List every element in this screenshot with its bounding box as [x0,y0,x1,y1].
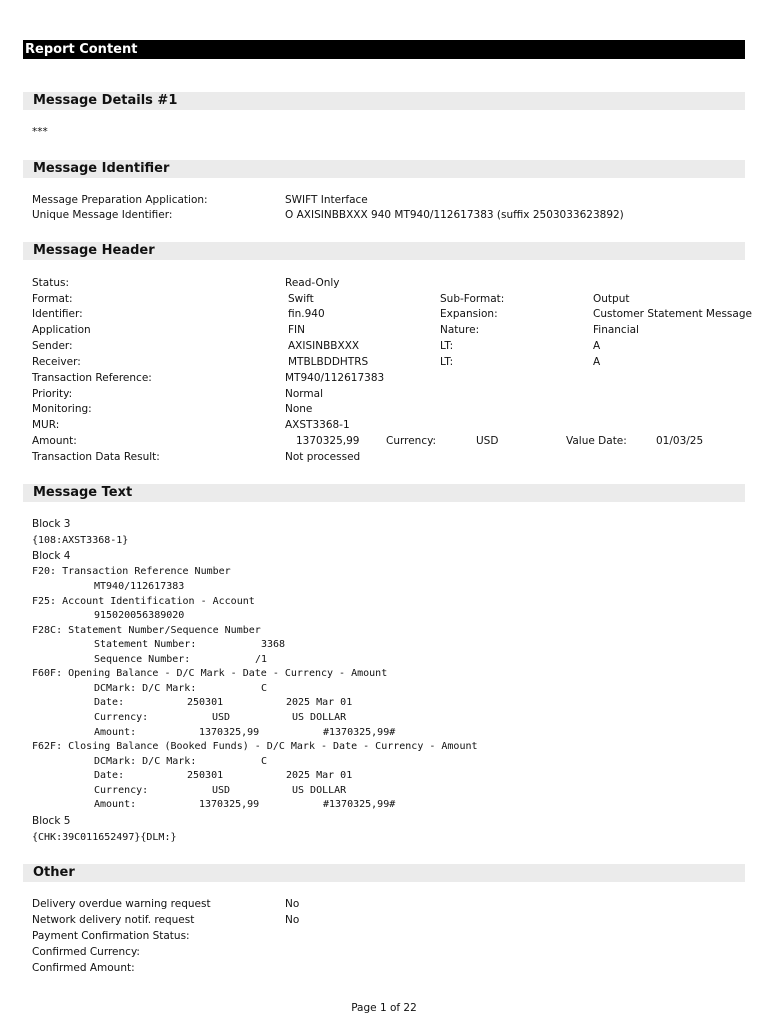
tdr-value: Not processed [285,451,361,463]
receiver-value: MTBLBDDHTRS [288,356,369,368]
field-f60f: F60F: Opening Balance - D/C Mark - Date - Currency - Amount [32,668,388,679]
application-value: FIN [288,324,305,336]
mur-label: MUR: [32,419,60,431]
field-f20-value: MT940/112617383 [94,581,185,592]
section-header-other: Other [23,864,745,882]
f60f-cur-exp: US DOLLAR [292,712,347,723]
tdr-label: Transaction Data Result: [32,451,160,463]
f62f-cur-exp: US DOLLAR [292,785,347,796]
field-f25-value: 915020056389020 [94,610,185,621]
monitoring-label: Monitoring: [32,403,92,415]
priority-value: Normal [285,388,323,400]
block3-value: {108:AXST3368-1} [32,535,129,546]
field-f20: F20: Transaction Reference Number [32,566,231,577]
payconf-label: Payment Confirmation Status: [32,930,190,942]
block4-label: Block 4 [32,550,71,562]
netnotif-value: No [285,914,300,926]
confamt-label: Confirmed Amount: [32,962,135,974]
f60f-dc-label: DCMark: D/C Mark: [94,683,197,694]
report-title: Report Content [23,40,745,59]
expansion-label: Expansion: [440,308,498,320]
receiver-lt-label: LT: [440,356,454,368]
page-number: Page 1 of 22 [351,1002,417,1014]
message-details-note: *** [32,126,48,138]
value-date-label: Value Date: [566,435,627,447]
f62f-cur-value: USD [212,785,231,796]
f62f-dc-label: DCMark: D/C Mark: [94,756,197,767]
f62f-amt-value: 1370325,99 [199,799,260,810]
field-f25: F25: Account Identification - Account [32,596,255,607]
block5-label: Block 5 [32,815,71,827]
umi-label: Unique Message Identifier: [32,209,173,221]
monitoring-value: None [285,403,313,415]
f60f-cur-value: USD [212,712,231,723]
section-header-message-text: Message Text [23,484,745,502]
trans-ref-label: Transaction Reference: [32,372,152,384]
f62f-amt-label: Amount: [94,799,137,810]
sender-lt-value: A [593,340,601,352]
f62f-date-exp: 2025 Mar 01 [286,770,353,781]
sender-value: AXISINBBXXX [288,340,360,352]
section-header-message-details: Message Details #1 [23,92,745,110]
amount-value: 1370325,99 [296,435,360,447]
f60f-date-value: 250301 [187,697,224,708]
f28c-stmt-label: Statement Number: [94,639,197,650]
currency-value: USD [476,435,499,447]
sender-lt-label: LT: [440,340,454,352]
block5-value: {CHK:39C011652497}{DLM:} [32,832,177,843]
section-header-message-identifier: Message Identifier [23,160,745,178]
f60f-amt-value: 1370325,99 [199,727,260,738]
identifier-label: Identifier: [32,308,83,320]
f62f-date-value: 250301 [187,770,224,781]
umi-value: O AXISINBBXXX 940 MT940/112617383 (suffix 2503033623892) [285,209,624,221]
value-date-value: 01/03/25 [656,435,704,447]
section-header-message-header: Message Header [23,242,745,260]
prep-app-value: SWIFT Interface [285,194,368,206]
confcur-label: Confirmed Currency: [32,946,140,958]
receiver-label: Receiver: [32,356,81,368]
prep-app-label: Message Preparation Application: [32,194,208,206]
f60f-amt-label: Amount: [94,727,137,738]
sender-label: Sender: [32,340,73,352]
f62f-date-label: Date: [94,770,125,781]
f62f-dc-value: C [261,756,268,767]
block3-label: Block 3 [32,518,71,530]
nature-label: Nature: [440,324,480,336]
f28c-seq-label: Sequence Number: [94,654,191,665]
amount-label: Amount: [32,435,77,447]
identifier-value: fin.940 [288,308,325,320]
f60f-date-exp: 2025 Mar 01 [286,697,353,708]
nature-value: Financial [593,324,639,336]
subformat-value: Output [593,293,630,305]
f60f-date-label: Date: [94,697,125,708]
overdue-label: Delivery overdue warning request [32,898,211,910]
f60f-cur-label: Currency: [94,712,149,723]
f28c-seq-value: /1 [255,654,268,665]
netnotif-label: Network delivery notif. request [32,914,195,926]
priority-label: Priority: [32,388,73,400]
f62f-amt-exp: #1370325,99# [323,799,396,810]
expansion-value: Customer Statement Message [593,308,752,320]
currency-label: Currency: [386,435,437,447]
format-label: Format: [32,293,73,305]
mur-value: AXST3368-1 [285,419,350,431]
field-f28c: F28C: Statement Number/Sequence Number [32,625,261,636]
field-f62f: F62F: Closing Balance (Booked Funds) - D/C Mark - Date - Currency - Amount [32,741,478,752]
overdue-value: No [285,898,300,910]
trans-ref-value: MT940/112617383 [285,372,385,384]
f60f-amt-exp: #1370325,99# [323,727,396,738]
status-value: Read-Only [285,277,340,289]
f62f-cur-label: Currency: [94,785,149,796]
format-value: Swift [288,293,314,305]
f60f-dc-value: C [261,683,268,694]
application-label: Application [32,324,91,336]
subformat-label: Sub-Format: [440,293,505,305]
f28c-stmt-value: 3368 [261,639,286,650]
receiver-lt-value: A [593,356,601,368]
status-label: Status: [32,277,69,289]
